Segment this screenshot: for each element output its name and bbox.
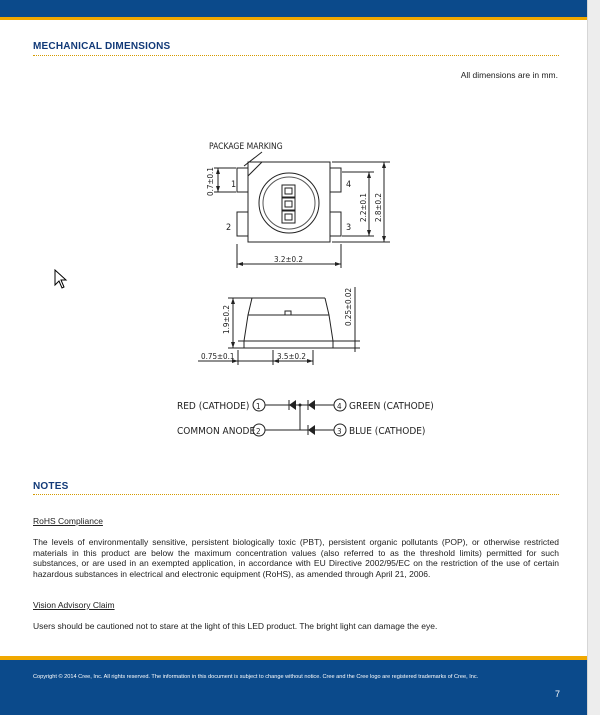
side-width-label: 3.5±0.2 xyxy=(277,352,306,361)
dim-inner-height-label: 2.2±0.1 xyxy=(359,193,368,222)
vertical-scrollbar[interactable] xyxy=(587,0,600,715)
schematic-node-1: 1 xyxy=(256,402,261,411)
section-title-notes: NOTES xyxy=(33,481,69,492)
footer-band xyxy=(0,656,588,715)
dim-total-height-label: 2.8±0.2 xyxy=(374,193,383,222)
package-marking-label: PACKAGE MARKING xyxy=(209,142,283,152)
schematic-node-3: 3 xyxy=(337,427,342,436)
schematic-blue-label: BLUE (CATHODE) xyxy=(349,426,426,437)
dim-width-label: 3.2±0.2 xyxy=(274,255,303,264)
section-title-mechanical-dimensions: MECHANICAL DIMENSIONS xyxy=(33,41,171,52)
side-height-label: 1.9±0.2 xyxy=(222,305,231,334)
pin-2-label: 2 xyxy=(226,223,232,233)
pin-1-label: 1 xyxy=(231,180,237,190)
schematic-green-label: GREEN (CATHODE) xyxy=(349,401,434,412)
rohs-paragraph: The levels of environmentally sensitive, persistent biologically toxic (PBT), persistent organic pollutants (POP), or otherwise restricted materials in this product are below the maximum concentration values (also referred to as the threshold limits) permitted for such substances, or are used in an exempted application, in accordance with EU Directive 2002/95/EC on the restriction of the use of certain hazardous substances in electrical and electronic equipment (RoHS), as amended through April 21, 2006. xyxy=(33,537,559,579)
schematic-red-label: RED (CATHODE) xyxy=(177,401,250,412)
side-thickness-label: 0.25±0.02 xyxy=(344,287,353,326)
notes-divider xyxy=(33,494,559,495)
dimensions-unit-note: All dimensions are in mm. xyxy=(460,70,558,80)
schematic-node-2: 2 xyxy=(256,427,261,436)
vision-heading: Vision Advisory Claim xyxy=(33,600,115,610)
side-left-label: 0.75±0.1 xyxy=(201,352,235,361)
vision-paragraph: Users should be cautioned not to stare at the light of this LED product. The bright light can damage the eye. xyxy=(33,621,438,631)
dim-top-left-label: 0.7±0.1 xyxy=(206,167,215,196)
rohs-heading: RoHS Compliance xyxy=(33,516,103,526)
pin-4-label: 4 xyxy=(346,180,352,190)
copyright-text: Copyright © 2014 Cree, Inc. All rights reserved. The information in this document is subject to change without notice. Cree and the Cree logo are registered trademarks of Cree, Inc. xyxy=(33,674,479,680)
pin-3-label: 3 xyxy=(346,223,352,233)
mouse-pointer-icon xyxy=(54,269,68,289)
page-number: 7 xyxy=(554,689,560,699)
schematic-node-4: 4 xyxy=(337,402,342,411)
schematic-common-anode-label: COMMON ANODE xyxy=(177,426,256,437)
